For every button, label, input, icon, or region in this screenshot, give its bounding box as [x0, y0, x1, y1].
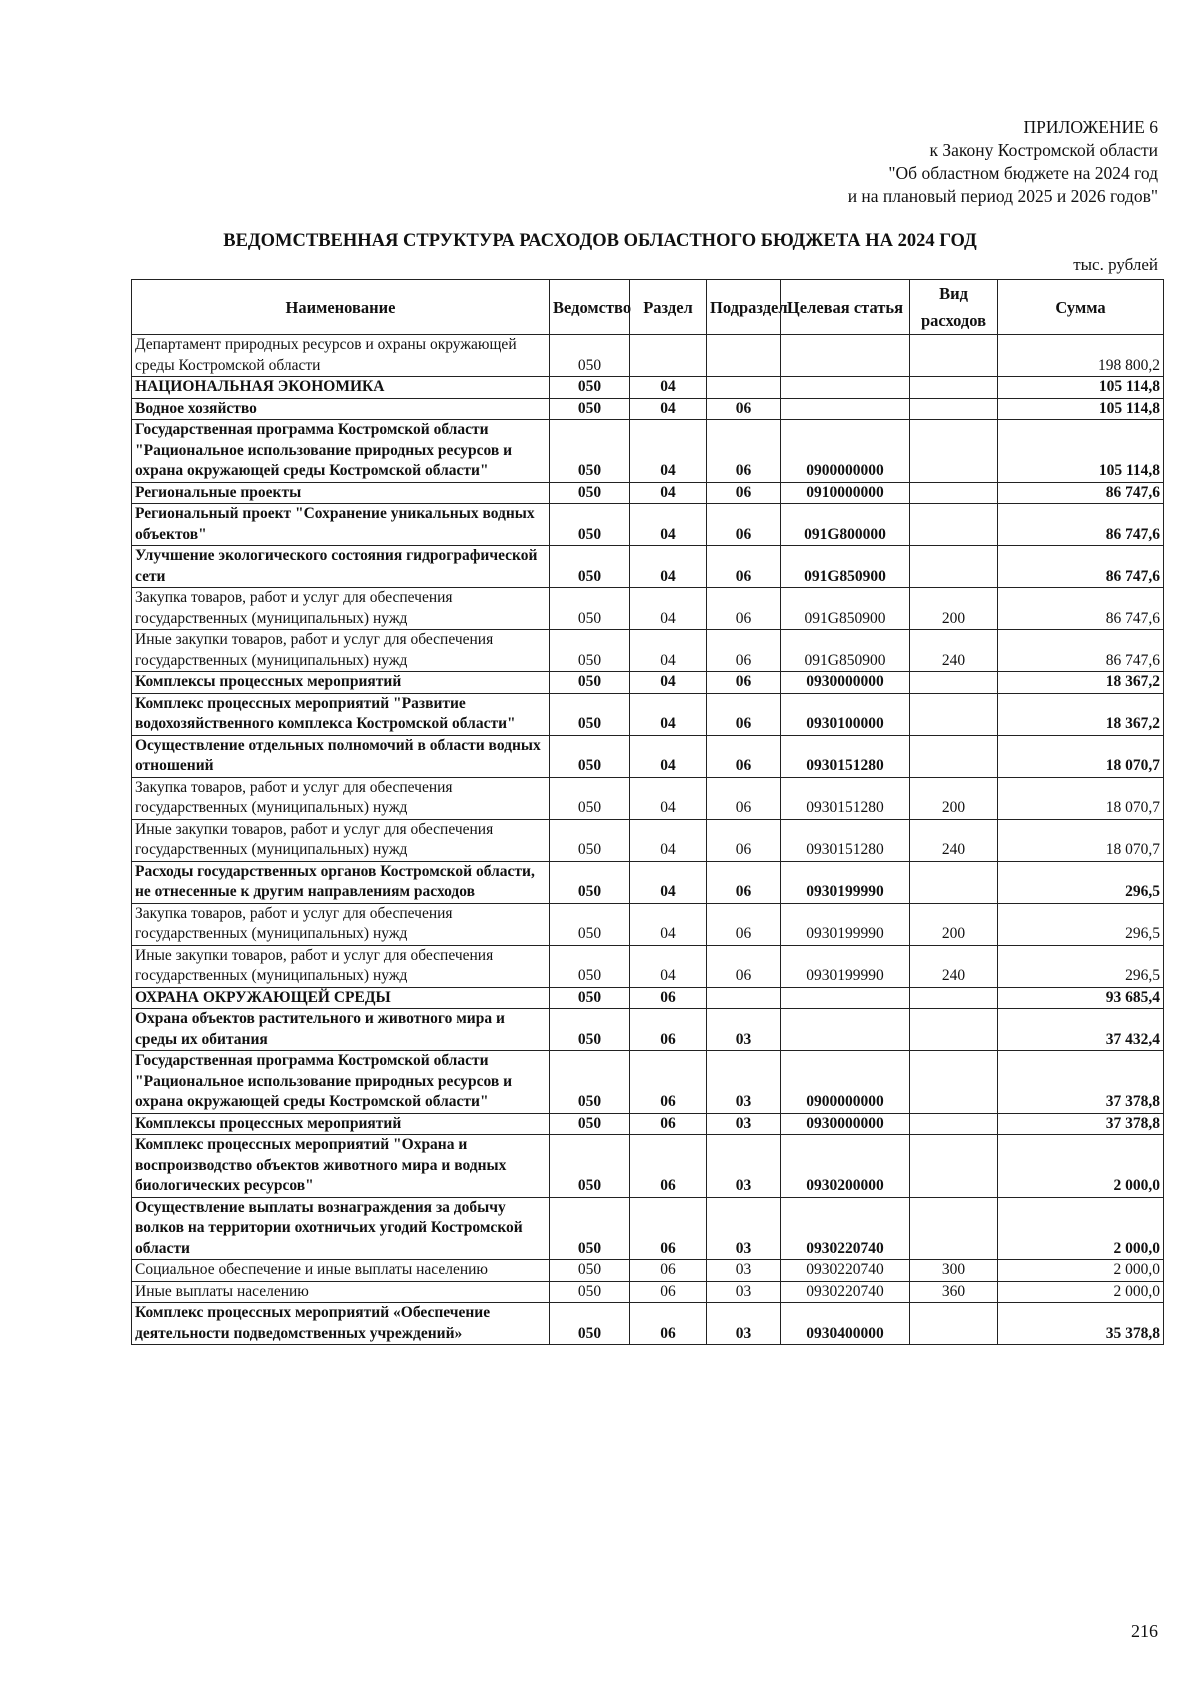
- cell-subsection: 06: [707, 630, 781, 672]
- cell-subsection: 03: [707, 1135, 781, 1198]
- cell-target: 0930100000: [781, 693, 910, 735]
- cell-target: 0930000000: [781, 1113, 910, 1135]
- table-row: [132, 588, 1164, 630]
- cell-name: Государственная программа Костромской области "Рациональное использование природных ресурсов и охрана окружающей среды Костромской области": [132, 420, 550, 483]
- cell-name: Комплексы процессных мероприятий: [132, 672, 550, 694]
- cell-target: 0900000000: [781, 1051, 910, 1114]
- cell-exp-type: 240: [910, 630, 998, 672]
- table-row: [132, 420, 1164, 483]
- cell-dept: 050: [550, 377, 630, 399]
- cell-exp-type: [910, 1051, 998, 1114]
- cell-amount: 86 747,6: [998, 630, 1164, 672]
- cell-dept: 050: [550, 1197, 630, 1260]
- cell-amount: 18 070,7: [998, 777, 1164, 819]
- cell-section: 06: [630, 1113, 707, 1135]
- cell-subsection: 06: [707, 546, 781, 588]
- cell-amount: 37 432,4: [998, 1009, 1164, 1051]
- cell-amount: 18 070,7: [998, 819, 1164, 861]
- cell-subsection: 06: [707, 819, 781, 861]
- cell-target: 0930151280: [781, 819, 910, 861]
- cell-section: 06: [630, 1009, 707, 1051]
- cell-name: Комплекс процессных мероприятий «Обеспечение деятельности подведомственных учреждений»: [132, 1303, 550, 1345]
- table-row: [132, 693, 1164, 735]
- cell-target: 0930220740: [781, 1197, 910, 1260]
- table-row: [132, 546, 1164, 588]
- cell-section: 04: [630, 377, 707, 399]
- cell-target: 091G850900: [781, 630, 910, 672]
- cell-dept: 050: [550, 420, 630, 483]
- cell-dept: 050: [550, 630, 630, 672]
- appendix-header: [698, 116, 1158, 208]
- cell-exp-type: [910, 1113, 998, 1135]
- cell-dept: 050: [550, 819, 630, 861]
- cell-subsection: 06: [707, 588, 781, 630]
- cell-amount: 2 000,0: [998, 1197, 1164, 1260]
- cell-name: Иные закупки товаров, работ и услуг для обеспечения государственных (муниципальных) нужд: [132, 630, 550, 672]
- col-header-name: Наименование: [132, 280, 550, 335]
- cell-dept: 050: [550, 546, 630, 588]
- cell-name: Закупка товаров, работ и услуг для обеспечения государственных (муниципальных) нужд: [132, 777, 550, 819]
- cell-dept: 050: [550, 1135, 630, 1198]
- cell-exp-type: 200: [910, 777, 998, 819]
- cell-amount: 93 685,4: [998, 987, 1164, 1009]
- cell-dept: 050: [550, 482, 630, 504]
- cell-amount: 86 747,6: [998, 482, 1164, 504]
- table-header-row: [132, 280, 1164, 335]
- cell-amount: 18 070,7: [998, 735, 1164, 777]
- cell-section: 04: [630, 693, 707, 735]
- cell-subsection: 06: [707, 903, 781, 945]
- cell-name: Региональные проекты: [132, 482, 550, 504]
- cell-subsection: 06: [707, 672, 781, 694]
- cell-dept: 050: [550, 777, 630, 819]
- cell-target: 0930199990: [781, 903, 910, 945]
- table-row: [132, 1303, 1164, 1345]
- cell-subsection: 03: [707, 1009, 781, 1051]
- cell-dept: 050: [550, 1281, 630, 1303]
- cell-exp-type: [910, 335, 998, 377]
- cell-name: Государственная программа Костромской области "Рациональное использование природных ресурсов и охрана окружающей среды Костромской области": [132, 1051, 550, 1114]
- cell-name: Закупка товаров, работ и услуг для обеспечения государственных (муниципальных) нужд: [132, 903, 550, 945]
- cell-exp-type: 200: [910, 903, 998, 945]
- cell-exp-type: [910, 1009, 998, 1051]
- cell-dept: 050: [550, 504, 630, 546]
- table-row: [132, 987, 1164, 1009]
- col-header-amount: Сумма: [998, 280, 1164, 335]
- cell-dept: 050: [550, 672, 630, 694]
- table-row: [132, 1281, 1164, 1303]
- units-label: тыс. рублей: [1073, 255, 1158, 274]
- cell-exp-type: [910, 398, 998, 420]
- table-row: [132, 672, 1164, 694]
- cell-dept: 050: [550, 903, 630, 945]
- cell-name: Закупка товаров, работ и услуг для обеспечения государственных (муниципальных) нужд: [132, 588, 550, 630]
- cell-subsection: [707, 987, 781, 1009]
- cell-section: 06: [630, 1197, 707, 1260]
- cell-target: [781, 377, 910, 399]
- cell-section: 04: [630, 945, 707, 987]
- cell-amount: 2 000,0: [998, 1281, 1164, 1303]
- cell-section: 06: [630, 1281, 707, 1303]
- cell-subsection: 03: [707, 1281, 781, 1303]
- cell-target: [781, 987, 910, 1009]
- cell-dept: 050: [550, 693, 630, 735]
- cell-name: Расходы государственных органов Костромской области, не отнесенные к другим направлениям расходов: [132, 861, 550, 903]
- cell-target: 0930220740: [781, 1281, 910, 1303]
- cell-amount: 18 367,2: [998, 672, 1164, 694]
- col-header-exp-type: Вид расходов: [910, 280, 998, 335]
- cell-exp-type: [910, 377, 998, 399]
- cell-name: Улучшение экологического состояния гидрографической сети: [132, 546, 550, 588]
- cell-subsection: 06: [707, 735, 781, 777]
- cell-target: [781, 1009, 910, 1051]
- cell-section: 06: [630, 1135, 707, 1198]
- cell-target: 0930151280: [781, 735, 910, 777]
- cell-subsection: 06: [707, 861, 781, 903]
- cell-subsection: 06: [707, 504, 781, 546]
- cell-dept: 050: [550, 987, 630, 1009]
- cell-dept: 050: [550, 735, 630, 777]
- cell-subsection: 06: [707, 945, 781, 987]
- cell-amount: 105 114,8: [998, 377, 1164, 399]
- col-header-subsection: Подраздел: [707, 280, 781, 335]
- cell-dept: 050: [550, 1051, 630, 1114]
- cell-name: Иные выплаты населению: [132, 1281, 550, 1303]
- cell-section: 04: [630, 861, 707, 903]
- cell-dept: 050: [550, 861, 630, 903]
- cell-amount: 86 747,6: [998, 546, 1164, 588]
- cell-target: 0930220740: [781, 1260, 910, 1282]
- cell-name: НАЦИОНАЛЬНАЯ ЭКОНОМИКА: [132, 377, 550, 399]
- cell-exp-type: [910, 546, 998, 588]
- cell-dept: 050: [550, 1303, 630, 1345]
- cell-dept: 050: [550, 335, 630, 377]
- cell-section: 06: [630, 1303, 707, 1345]
- cell-exp-type: 300: [910, 1260, 998, 1282]
- cell-section: 04: [630, 420, 707, 483]
- cell-subsection: 06: [707, 420, 781, 483]
- page-number: 216: [1131, 1621, 1158, 1641]
- table-body: [132, 335, 1164, 1345]
- cell-amount: 86 747,6: [998, 504, 1164, 546]
- cell-target: 0910000000: [781, 482, 910, 504]
- table-row: [132, 504, 1164, 546]
- table-row: [132, 335, 1164, 377]
- cell-exp-type: [910, 693, 998, 735]
- document-title: ВЕДОМСТВЕННАЯ СТРУКТУРА РАСХОДОВ ОБЛАСТНОГО БЮДЖЕТА НА 2024 ГОД: [223, 231, 977, 251]
- cell-section: 04: [630, 735, 707, 777]
- cell-amount: 2 000,0: [998, 1135, 1164, 1198]
- table-row: [132, 1113, 1164, 1135]
- cell-exp-type: [910, 861, 998, 903]
- cell-amount: 198 800,2: [998, 335, 1164, 377]
- cell-name: Водное хозяйство: [132, 398, 550, 420]
- cell-name: ОХРАНА ОКРУЖАЮЩЕЙ СРЕДЫ: [132, 987, 550, 1009]
- col-header-section: Раздел: [630, 280, 707, 335]
- table-row: [132, 1197, 1164, 1260]
- cell-target: 0930200000: [781, 1135, 910, 1198]
- cell-exp-type: [910, 1197, 998, 1260]
- cell-exp-type: [910, 504, 998, 546]
- cell-amount: 86 747,6: [998, 588, 1164, 630]
- table-row: [132, 482, 1164, 504]
- cell-exp-type: [910, 482, 998, 504]
- cell-section: 04: [630, 546, 707, 588]
- cell-target: 091G800000: [781, 504, 910, 546]
- table-row: [132, 398, 1164, 420]
- table-row: [132, 735, 1164, 777]
- table-row: [132, 861, 1164, 903]
- cell-amount: 105 114,8: [998, 420, 1164, 483]
- budget-table: [131, 279, 1164, 1345]
- table-row: [132, 1051, 1164, 1114]
- cell-section: 04: [630, 630, 707, 672]
- cell-target: 0930199990: [781, 861, 910, 903]
- cell-target: 0930151280: [781, 777, 910, 819]
- cell-subsection: 03: [707, 1260, 781, 1282]
- appendix-line-3: "Об областном бюджете на 2024 год: [888, 163, 1158, 183]
- cell-amount: 18 367,2: [998, 693, 1164, 735]
- cell-section: 06: [630, 1260, 707, 1282]
- cell-amount: 296,5: [998, 861, 1164, 903]
- cell-exp-type: 200: [910, 588, 998, 630]
- cell-target: 091G850900: [781, 588, 910, 630]
- cell-name: Иные закупки товаров, работ и услуг для обеспечения государственных (муниципальных) нужд: [132, 819, 550, 861]
- cell-name: Охрана объектов растительного и животного мира и среды их обитания: [132, 1009, 550, 1051]
- cell-dept: 050: [550, 1113, 630, 1135]
- table-row: [132, 377, 1164, 399]
- cell-name: Региональный проект "Сохранение уникальных водных объектов": [132, 504, 550, 546]
- appendix-line-2: к Закону Костромской области: [929, 140, 1158, 160]
- cell-subsection: [707, 335, 781, 377]
- cell-dept: 050: [550, 398, 630, 420]
- cell-amount: 35 378,8: [998, 1303, 1164, 1345]
- cell-target: 0930000000: [781, 672, 910, 694]
- cell-name: Осуществление отдельных полномочий в области водных отношений: [132, 735, 550, 777]
- cell-section: 04: [630, 777, 707, 819]
- cell-section: 06: [630, 1051, 707, 1114]
- col-header-dept: Ведомство: [550, 280, 630, 335]
- cell-subsection: 06: [707, 398, 781, 420]
- cell-section: 04: [630, 903, 707, 945]
- cell-subsection: 03: [707, 1051, 781, 1114]
- cell-section: 04: [630, 482, 707, 504]
- cell-section: 04: [630, 504, 707, 546]
- cell-name: Осуществление выплаты вознаграждения за добычу волков на территории охотничьих угодий Костромской области: [132, 1197, 550, 1260]
- cell-exp-type: [910, 987, 998, 1009]
- cell-exp-type: [910, 420, 998, 483]
- cell-amount: 296,5: [998, 903, 1164, 945]
- cell-amount: 37 378,8: [998, 1113, 1164, 1135]
- appendix-line-1: ПРИЛОЖЕНИЕ 6: [1023, 117, 1158, 137]
- cell-section: 04: [630, 672, 707, 694]
- cell-exp-type: [910, 672, 998, 694]
- cell-name: Социальное обеспечение и иные выплаты населению: [132, 1260, 550, 1282]
- cell-section: 04: [630, 819, 707, 861]
- table-row: [132, 819, 1164, 861]
- cell-dept: 050: [550, 1260, 630, 1282]
- cell-target: [781, 398, 910, 420]
- cell-amount: 296,5: [998, 945, 1164, 987]
- cell-amount: 37 378,8: [998, 1051, 1164, 1114]
- cell-subsection: 06: [707, 777, 781, 819]
- cell-target: 0930400000: [781, 1303, 910, 1345]
- table-row: [132, 1009, 1164, 1051]
- cell-dept: 050: [550, 1009, 630, 1051]
- cell-amount: 105 114,8: [998, 398, 1164, 420]
- cell-target: 0900000000: [781, 420, 910, 483]
- cell-section: 04: [630, 588, 707, 630]
- table-row: [132, 630, 1164, 672]
- cell-subsection: 06: [707, 482, 781, 504]
- table-row: [132, 945, 1164, 987]
- cell-target: 0930199990: [781, 945, 910, 987]
- cell-exp-type: [910, 1303, 998, 1345]
- cell-name: Департамент природных ресурсов и охраны окружающей среды Костромской области: [132, 335, 550, 377]
- cell-section: 06: [630, 987, 707, 1009]
- cell-subsection: 06: [707, 693, 781, 735]
- cell-dept: 050: [550, 588, 630, 630]
- cell-exp-type: [910, 1135, 998, 1198]
- table-row: [132, 777, 1164, 819]
- cell-section: 04: [630, 398, 707, 420]
- table-row: [132, 903, 1164, 945]
- cell-name: Иные закупки товаров, работ и услуг для обеспечения государственных (муниципальных) нужд: [132, 945, 550, 987]
- cell-exp-type: [910, 735, 998, 777]
- cell-subsection: 03: [707, 1303, 781, 1345]
- table-row: [132, 1260, 1164, 1282]
- cell-amount: 2 000,0: [998, 1260, 1164, 1282]
- cell-exp-type: 240: [910, 945, 998, 987]
- cell-dept: 050: [550, 945, 630, 987]
- cell-target: 091G850900: [781, 546, 910, 588]
- cell-target: [781, 335, 910, 377]
- table-row: [132, 1135, 1164, 1198]
- cell-section: [630, 335, 707, 377]
- cell-name: Комплексы процессных мероприятий: [132, 1113, 550, 1135]
- col-header-target: Целевая статья: [781, 280, 910, 335]
- cell-name: Комплекс процессных мероприятий "Развитие водохозяйственного комплекса Костромской области": [132, 693, 550, 735]
- appendix-line-4: и на плановый период 2025 и 2026 годов": [847, 186, 1158, 206]
- cell-subsection: 03: [707, 1113, 781, 1135]
- cell-exp-type: 360: [910, 1281, 998, 1303]
- cell-subsection: [707, 377, 781, 399]
- cell-exp-type: 240: [910, 819, 998, 861]
- cell-subsection: 03: [707, 1197, 781, 1260]
- cell-name: Комплекс процессных мероприятий "Охрана и воспроизводство объектов животного мира и водных биологических ресурсов": [132, 1135, 550, 1198]
